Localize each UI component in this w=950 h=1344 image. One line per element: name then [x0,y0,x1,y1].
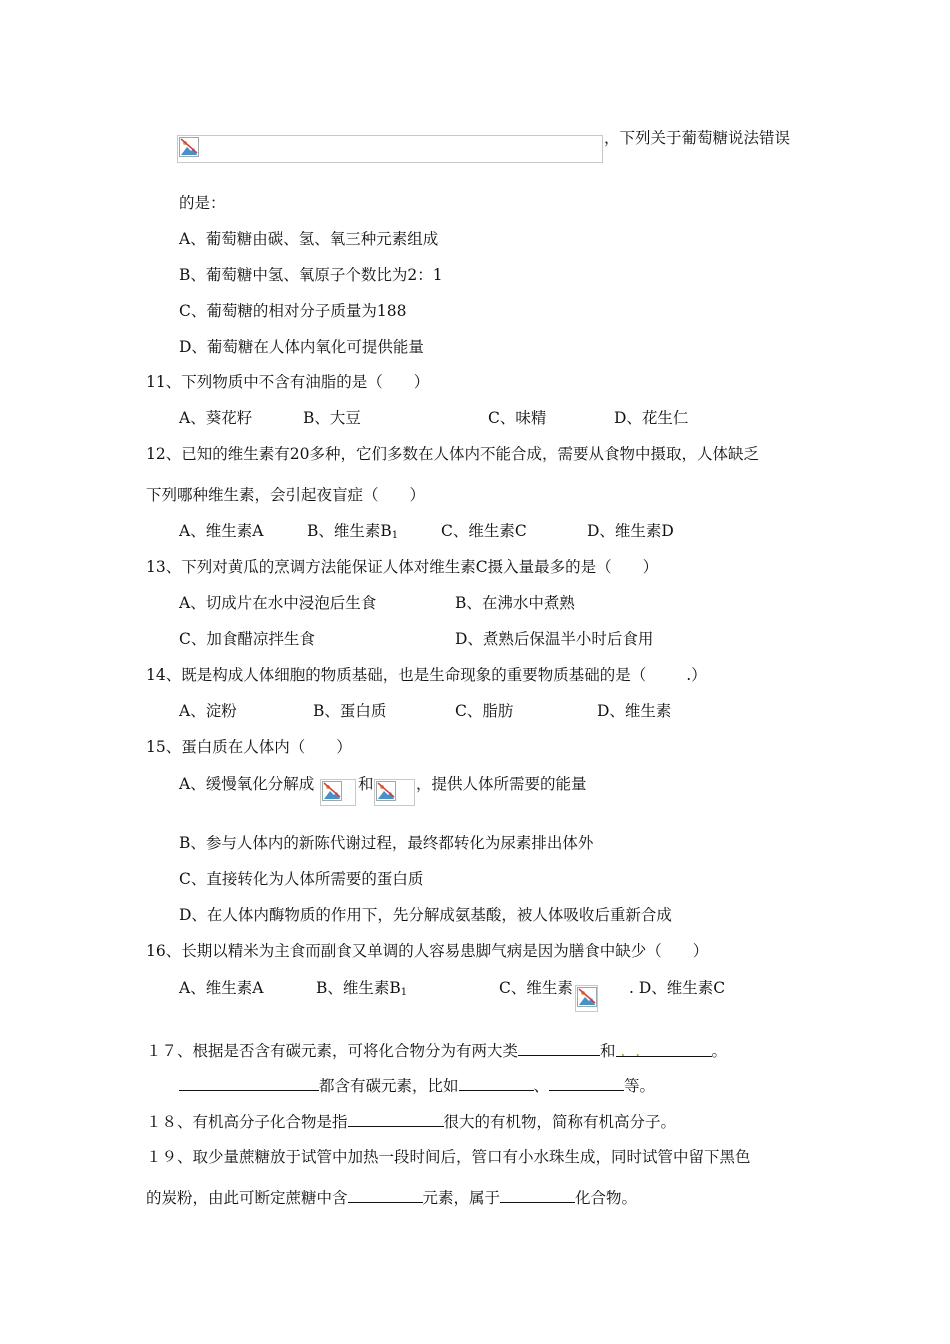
broken-image-icon [376,781,396,801]
q12-option-c: C、维生素C [441,522,527,540]
answer-blank[interactable] [348,1187,423,1203]
answer-blank[interactable] [348,1111,444,1127]
q16-option-c: C、维生素 [499,979,573,997]
q15-option-b: B、参与人体内的新陈代谢过程，最终都转化为尿素排出体外 [179,834,594,852]
q11-option-a: A、葵花籽 [179,409,253,427]
q17-line-2: 都含有碳元素，比如 、 等。 [179,1075,655,1096]
broken-image-icon [179,137,199,157]
q11-option-d: D、花生仁 [614,409,689,427]
q15-option-a-post: ，提供人体所需要的能量 [416,775,587,793]
q17-line-1: １７、根据是否含有碳元素，可将化合物分为有两大类 和 . . 。 [146,1042,728,1060]
answer-blank[interactable] [459,1075,534,1091]
formula-image [177,135,603,163]
q16-option-d: . D、维生素C [629,979,726,997]
answer-blank[interactable] [500,1187,575,1203]
q11-stem: 11、下列物质中不含有油脂的是（ ） [146,373,430,391]
formula-image [320,779,356,806]
broken-image-icon [322,781,342,801]
q13-stem: 13、下列对黄瓜的烹调方法能保证人体对维生素C摄入量最多的是（ ） [146,558,659,576]
q10-option-a: A、葡萄糖由碳、氢、氧三种元素组成 [179,230,439,248]
q12-stem: 12、已知的维生素有20多种，它们多数在人体内不能合成，需要从食物中摄取，人体缺乏 [146,445,759,463]
formula-image [575,985,598,1012]
q16-stem: 16、长期以精米为主食而副食又单调的人容易患脚气病是因为膳食中缺少（ ） [146,942,709,960]
q19-line-1: １９、取少量蔗糖放于试管中加热一段时间后，管口有小水珠生成，同时试管中留下黑色 [146,1148,751,1166]
q15-option-c: C、直接转化为人体所需要的蛋白质 [179,870,424,888]
q10-option-c: C、葡萄糖的相对分子质量为188 [179,302,407,320]
q13-option-a: A、切成片在水中浸泡后生食 [179,594,377,612]
q13-option-b: B、在沸水中煮熟 [455,594,575,612]
q10-option-b: B、葡萄糖中氢、氧原子个数比为2：1 [179,266,443,284]
q13-option-d: D、煮熟后保温半小时后食用 [455,630,654,648]
q15-option-a-pre: A、缓慢氧化分解成 [179,775,315,793]
answer-blank[interactable] [179,1075,319,1091]
q10-stem-cont: 的是： [179,194,226,212]
broken-image-icon [577,987,597,1007]
answer-blank[interactable] [518,1040,600,1056]
q11-option-b: B、大豆 [303,409,361,427]
answer-blank[interactable]: . . [616,1041,712,1057]
q18-line: １８、有机高分子化合物是指 很大的有机物，简称有机高分子。 [146,1113,677,1131]
q13-option-c: C、加食醋凉拌生食 [179,630,315,648]
q16-option-a: A、维生素A [179,979,264,997]
q14-option-b: B、蛋白质 [313,702,387,720]
q12-option-b: B、维生素$B_1$ [307,522,399,541]
q10-option-d: D、葡萄糖在人体内氧化可提供能量 [179,338,424,356]
q16-option-b: B、维生素$B_1$ [316,979,408,998]
answer-blank[interactable] [549,1075,624,1091]
formula-image [374,779,415,806]
q12-option-a: A、维生素A [179,522,264,540]
q19-line-2: 的炭粉，由此可断定蔗糖中含 元素，属于 化合物。 [146,1189,638,1207]
q15-stem: 15、蛋白质在人体内（ ） [146,738,352,756]
q15-option-d: D、在人体内酶物质的作用下，先分解成氨基酸，被人体吸收后重新合成 [179,906,672,924]
q15-option-a-mid: 和 [358,775,374,793]
q12-stem-cont: 下列哪种维生素，会引起夜盲症（ ） [146,486,426,504]
q14-option-d: D、维生素 [597,702,672,720]
q12-option-d: D、维生素D [587,522,674,540]
q14-option-a: A、淀粉 [179,702,237,720]
q14-option-c: C、脂肪 [455,702,514,720]
q10-stem-suffix: ，下列关于葡萄糖说法错误 [604,129,791,147]
q11-option-c: C、味精 [488,409,547,427]
q14-stem: 14、既是构成人体细胞的物质基础，也是生命现象的重要物质基础的是（ .） [146,666,707,684]
